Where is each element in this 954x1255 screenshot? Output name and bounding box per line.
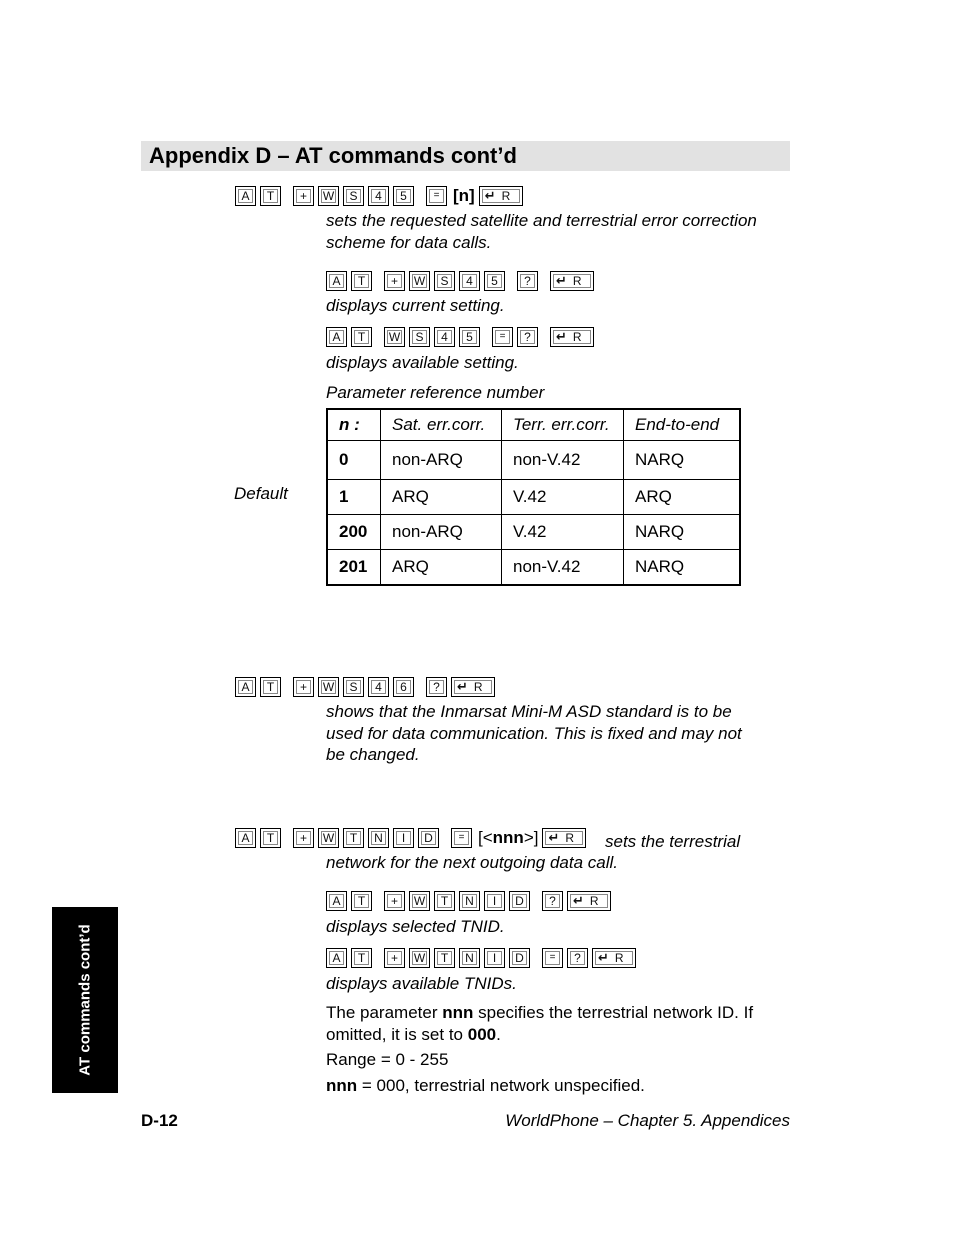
table-cell: non-V.42 [502,441,624,480]
page-heading: Appendix D – AT commands cont’d [149,143,517,168]
key-question: ? [517,327,538,347]
key-5: 5 [484,271,505,291]
ws45-query-description: displays current setting. [326,296,505,315]
key-w: W [409,271,430,291]
key-plus: + [384,891,405,911]
key-w: W [409,891,430,911]
command-wtnid-set [235,828,590,848]
side-tab-label: AT commands cont’d [76,924,94,1076]
command-wtnid-query [326,891,615,911]
wtnid-set-description-inline: sets the terrestrial [605,832,741,851]
wtnid-test-description: displays available TNIDs. [326,974,517,993]
key-enter: ↵ R [567,891,611,911]
key-question: ? [542,891,563,911]
footer-chapter: WorldPhone – Chapter 5. Appendices [505,1111,790,1130]
key-a: A [235,186,256,206]
table-cell: 200 [327,515,381,550]
return-arrow-icon: ↵ [457,679,468,694]
command-ws45-test [326,327,598,347]
command-ws45-query [326,271,598,291]
key-t: T [351,891,372,911]
return-arrow-icon: ↵ [484,188,496,203]
return-arrow-icon: ↵ [598,950,609,965]
table-cell: V.42 [502,515,624,550]
table-cell: non-V.42 [502,550,624,586]
key-enter: ↵ R [592,948,636,968]
key-w: W [318,186,339,206]
param-ref-caption: Parameter reference number [326,383,545,402]
key-enter: ↵ R [550,327,594,347]
key-a: A [326,271,347,291]
table-row [327,550,740,586]
key-n: N [459,891,480,911]
key-s: S [343,186,364,206]
table-row [327,441,740,480]
param-n: [n] [453,186,475,205]
key-4: 4 [459,271,480,291]
key-equals: = [492,327,513,347]
key-6: 6 [393,677,414,697]
return-arrow-icon: ↵ [556,329,567,344]
key-plus: + [293,186,314,206]
return-arrow-icon: ↵ [548,830,560,845]
return-arrow-icon: ↵ [573,893,584,908]
key-t: T [260,677,281,697]
key-w: W [409,948,430,968]
key-4: 4 [434,327,455,347]
key-5: 5 [459,327,480,347]
key-a: A [326,891,347,911]
key-t: T [434,891,455,911]
default-label: Default [234,484,288,503]
key-enter: ↵ R [479,186,523,206]
key-equals: = [426,186,447,206]
wtnid-set-description: network for the next outgoing data call. [326,853,619,872]
command-wtnid-test [326,948,640,968]
key-t: T [351,948,372,968]
key-4: 4 [368,186,389,206]
key-a: A [235,828,256,848]
table-cell: V.42 [502,480,624,515]
nnn-range: Range = 0 - 255 [326,1050,449,1069]
key-s: S [409,327,430,347]
header-terr: Terr. err.corr. [502,409,624,441]
nnn-default: nnn = 000, terrestrial network unspecified. [326,1075,645,1095]
key-equals: = [451,828,472,848]
key-plus: + [384,271,405,291]
key-t: T [351,327,372,347]
table-cell: non-ARQ [381,441,502,480]
key-plus: + [384,948,405,968]
key-plus: + [293,677,314,697]
key-plus: + [293,828,314,848]
key-t: T [434,948,455,968]
table-cell: ARQ [381,480,502,515]
key-w: W [384,327,405,347]
key-w: W [318,828,339,848]
key-4: 4 [368,677,389,697]
header-sat: Sat. err.corr. [381,409,502,441]
table-cell: ARQ [624,480,741,515]
table-cell: ARQ [381,550,502,586]
key-w: W [318,677,339,697]
ws46-description: shows that the Inmarsat Mini-M ASD standard is to be used for data communication. This is fixed and may not be changed. [326,702,742,764]
key-t: T [260,186,281,206]
key-a: A [326,948,347,968]
table-header-row [327,409,740,441]
nnn-description [326,1002,790,1096]
key-t: T [260,828,281,848]
table-cell: 0 [327,441,381,480]
table-cell: 1 [327,480,381,515]
key-question: ? [517,271,538,291]
command-ws45-set [235,186,527,206]
ws45-set-description: sets the requested satellite and terrestrial error correction scheme for data calls. [326,211,757,252]
key-enter: ↵ R [550,271,594,291]
key-a: A [235,677,256,697]
param-nnn: [<nnn>] [478,828,539,847]
key-d: D [509,891,530,911]
key-n: N [368,828,389,848]
header-n: n : [327,409,381,441]
ws45-test-description: displays available setting. [326,353,519,372]
key-i: I [484,948,505,968]
table-cell: 201 [327,550,381,586]
section-side-tab [52,907,118,1093]
key-i: I [393,828,414,848]
key-enter: ↵ R [542,828,586,848]
nnn-paragraph-line1: The parameter nnn specifies the terrestrial network ID. If [326,1003,754,1022]
nnn-paragraph-line2: omitted, it is set to 000. [326,1024,501,1044]
key-d: D [509,948,530,968]
key-t: T [351,271,372,291]
key-d: D [418,828,439,848]
return-arrow-icon: ↵ [556,273,567,288]
table-cell: non-ARQ [381,515,502,550]
header-end: End-to-end [624,409,741,441]
key-question: ? [426,677,447,697]
wtnid-query-description: displays selected TNID. [326,917,505,936]
key-i: I [484,891,505,911]
key-equals: = [542,948,563,968]
param-table [326,408,741,586]
key-s: S [343,677,364,697]
table-row [327,480,740,515]
key-s: S [434,271,455,291]
table-cell: NARQ [624,515,741,550]
key-a: A [326,327,347,347]
table-cell: NARQ [624,441,741,480]
table-row [327,515,740,550]
page-number: D-12 [141,1111,178,1130]
command-ws46 [235,677,499,697]
key-enter: ↵ R [451,677,495,697]
key-question: ? [567,948,588,968]
key-n: N [459,948,480,968]
key-5: 5 [393,186,414,206]
key-t: T [343,828,364,848]
table-cell: NARQ [624,550,741,586]
